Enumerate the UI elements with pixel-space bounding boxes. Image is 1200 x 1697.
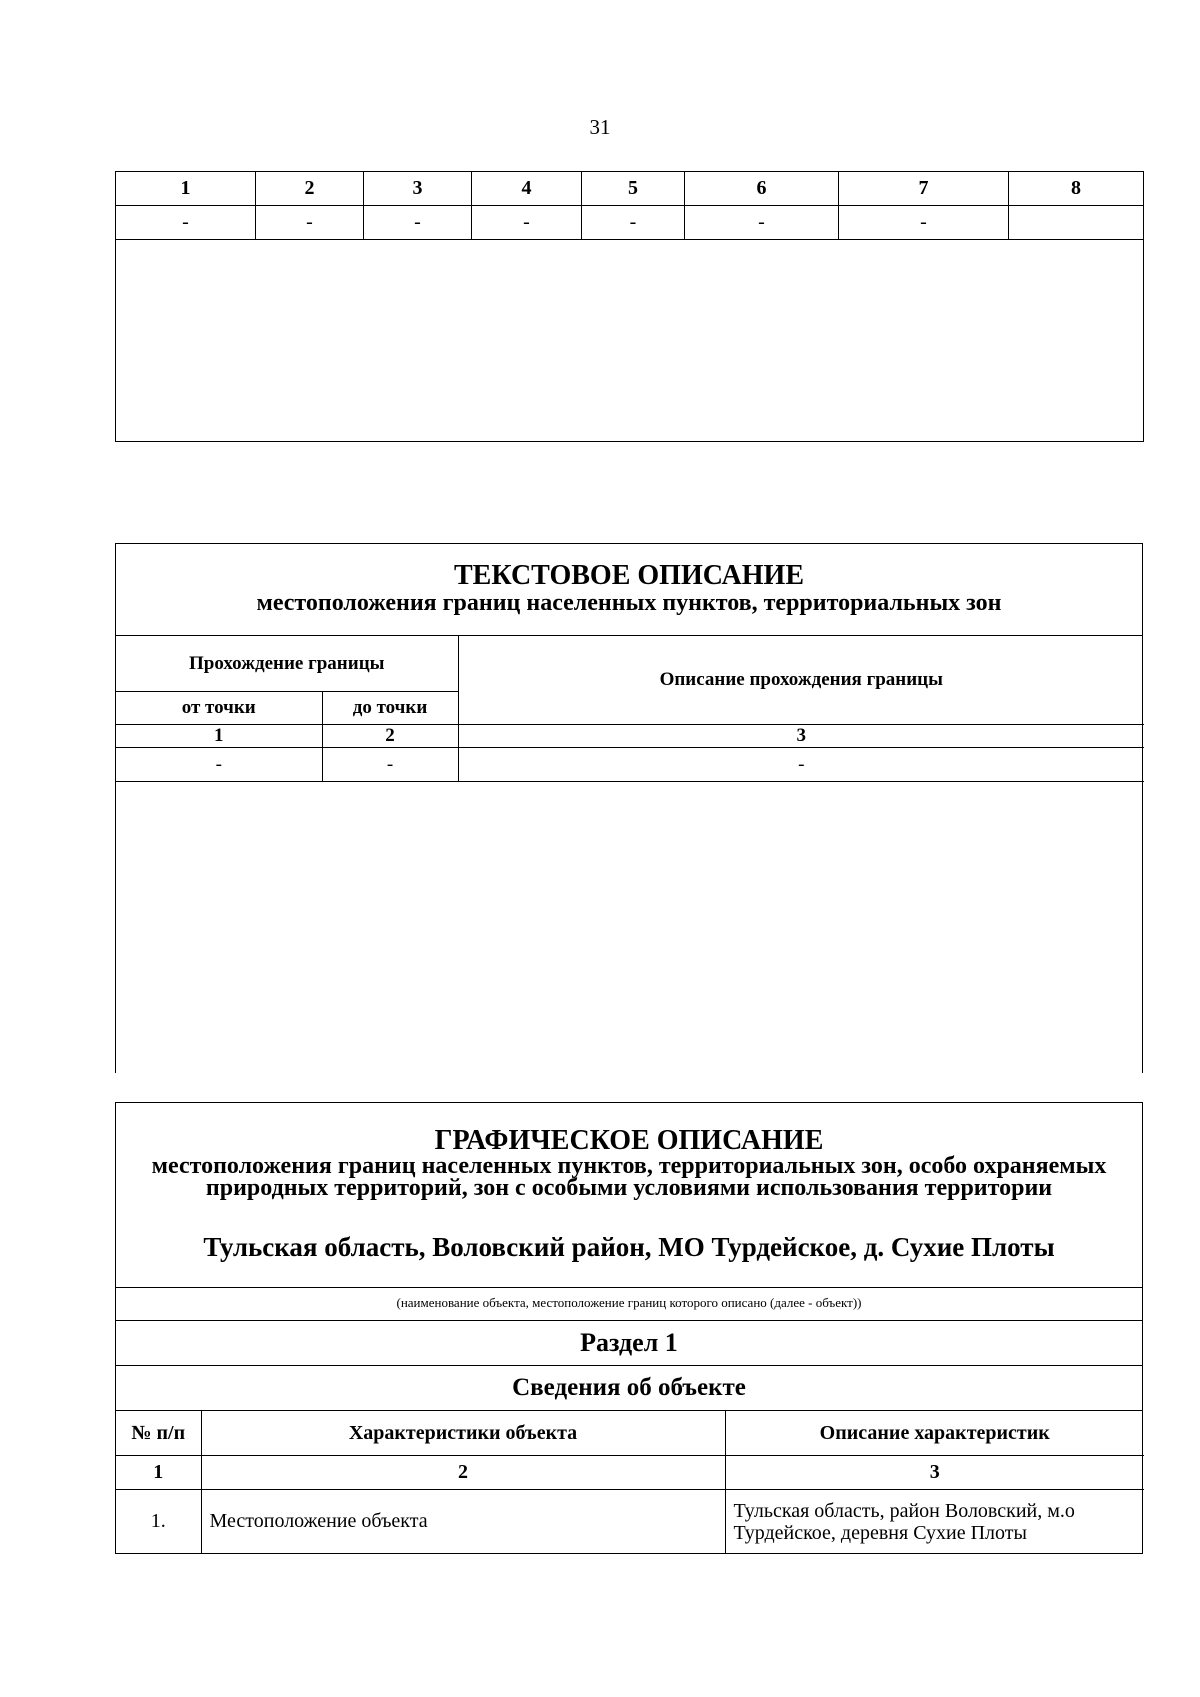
- col-header-2: 2: [256, 172, 364, 206]
- graphic-description-subtitle: местоположения границ населенных пунктов, территориальных зон, особо охраняемых природных территорий, зон с особыми условиями использования территории: [151, 1153, 1107, 1201]
- text-description-header: [116, 544, 1142, 636]
- row-number: 1.: [116, 1490, 201, 1554]
- page-number: 31: [589, 115, 611, 139]
- col-header-1: 1: [116, 172, 256, 206]
- coordinates-table: [115, 171, 1144, 442]
- col-number-1: 1: [116, 1456, 201, 1490]
- col-header-7: 7: [839, 172, 1009, 206]
- empty-area: [116, 240, 1144, 442]
- row-characteristic: Местоположение объекта: [201, 1490, 725, 1554]
- table-cell: -: [458, 748, 1144, 782]
- col-header-from: от точки: [116, 692, 322, 725]
- graphic-description-header: [116, 1103, 1142, 1288]
- col-header-8: 8: [1009, 172, 1144, 206]
- object-caption: (наименование объекта, местоположение границ которого описано (далее - объект)): [116, 1288, 1142, 1321]
- table-cell: -: [472, 206, 582, 240]
- col-header-5: 5: [582, 172, 685, 206]
- graphic-description-section: [115, 1102, 1143, 1554]
- col-number-3: 3: [725, 1456, 1144, 1490]
- table-cell: -: [256, 206, 364, 240]
- text-description-title: ТЕКСТОВОЕ ОПИСАНИЕ: [453, 560, 804, 591]
- table-cell: -: [116, 206, 256, 240]
- col-header-number: № п/п: [116, 1411, 201, 1456]
- object-info-table: [116, 1411, 1144, 1553]
- col-header-characteristics: Характеристики объекта: [201, 1411, 725, 1456]
- object-name: Тульская область, Воловский район, МО Турдейское, д. Сухие Плоты: [203, 1232, 1055, 1262]
- col-group-boundary: Прохождение границы: [116, 636, 458, 692]
- row-description: Тульская область, район Воловский, м.о Турдейское, деревня Сухие Плоты: [725, 1490, 1144, 1554]
- col-header-description: Описание характеристик: [725, 1411, 1144, 1456]
- table-cell: -: [839, 206, 1009, 240]
- col-number-1: 1: [116, 725, 322, 748]
- section-title: Сведения об объекте: [116, 1366, 1142, 1411]
- graphic-description-title: ГРАФИЧЕСКОЕ ОПИСАНИЕ: [434, 1125, 824, 1156]
- col-number-2: 2: [201, 1456, 725, 1490]
- section-label: Раздел 1: [116, 1321, 1142, 1366]
- col-header-4: 4: [472, 172, 582, 206]
- table-cell: -: [322, 748, 458, 782]
- col-header-description: Описание прохождения границы: [458, 636, 1144, 725]
- table-row: [116, 1490, 1144, 1554]
- text-description-subtitle: местоположения границ населенных пунктов, территориальных зон: [256, 590, 1002, 616]
- table-cell: [1009, 206, 1144, 240]
- col-number-3: 3: [458, 725, 1144, 748]
- col-header-6: 6: [685, 172, 839, 206]
- col-number-2: 2: [322, 725, 458, 748]
- table-cell: -: [685, 206, 839, 240]
- table-cell: -: [364, 206, 472, 240]
- table-cell: -: [116, 748, 322, 782]
- col-header-to: до точки: [322, 692, 458, 725]
- col-header-3: 3: [364, 172, 472, 206]
- boundary-description-table: [116, 636, 1144, 782]
- table-cell: -: [582, 206, 685, 240]
- text-description-section: [115, 543, 1143, 1073]
